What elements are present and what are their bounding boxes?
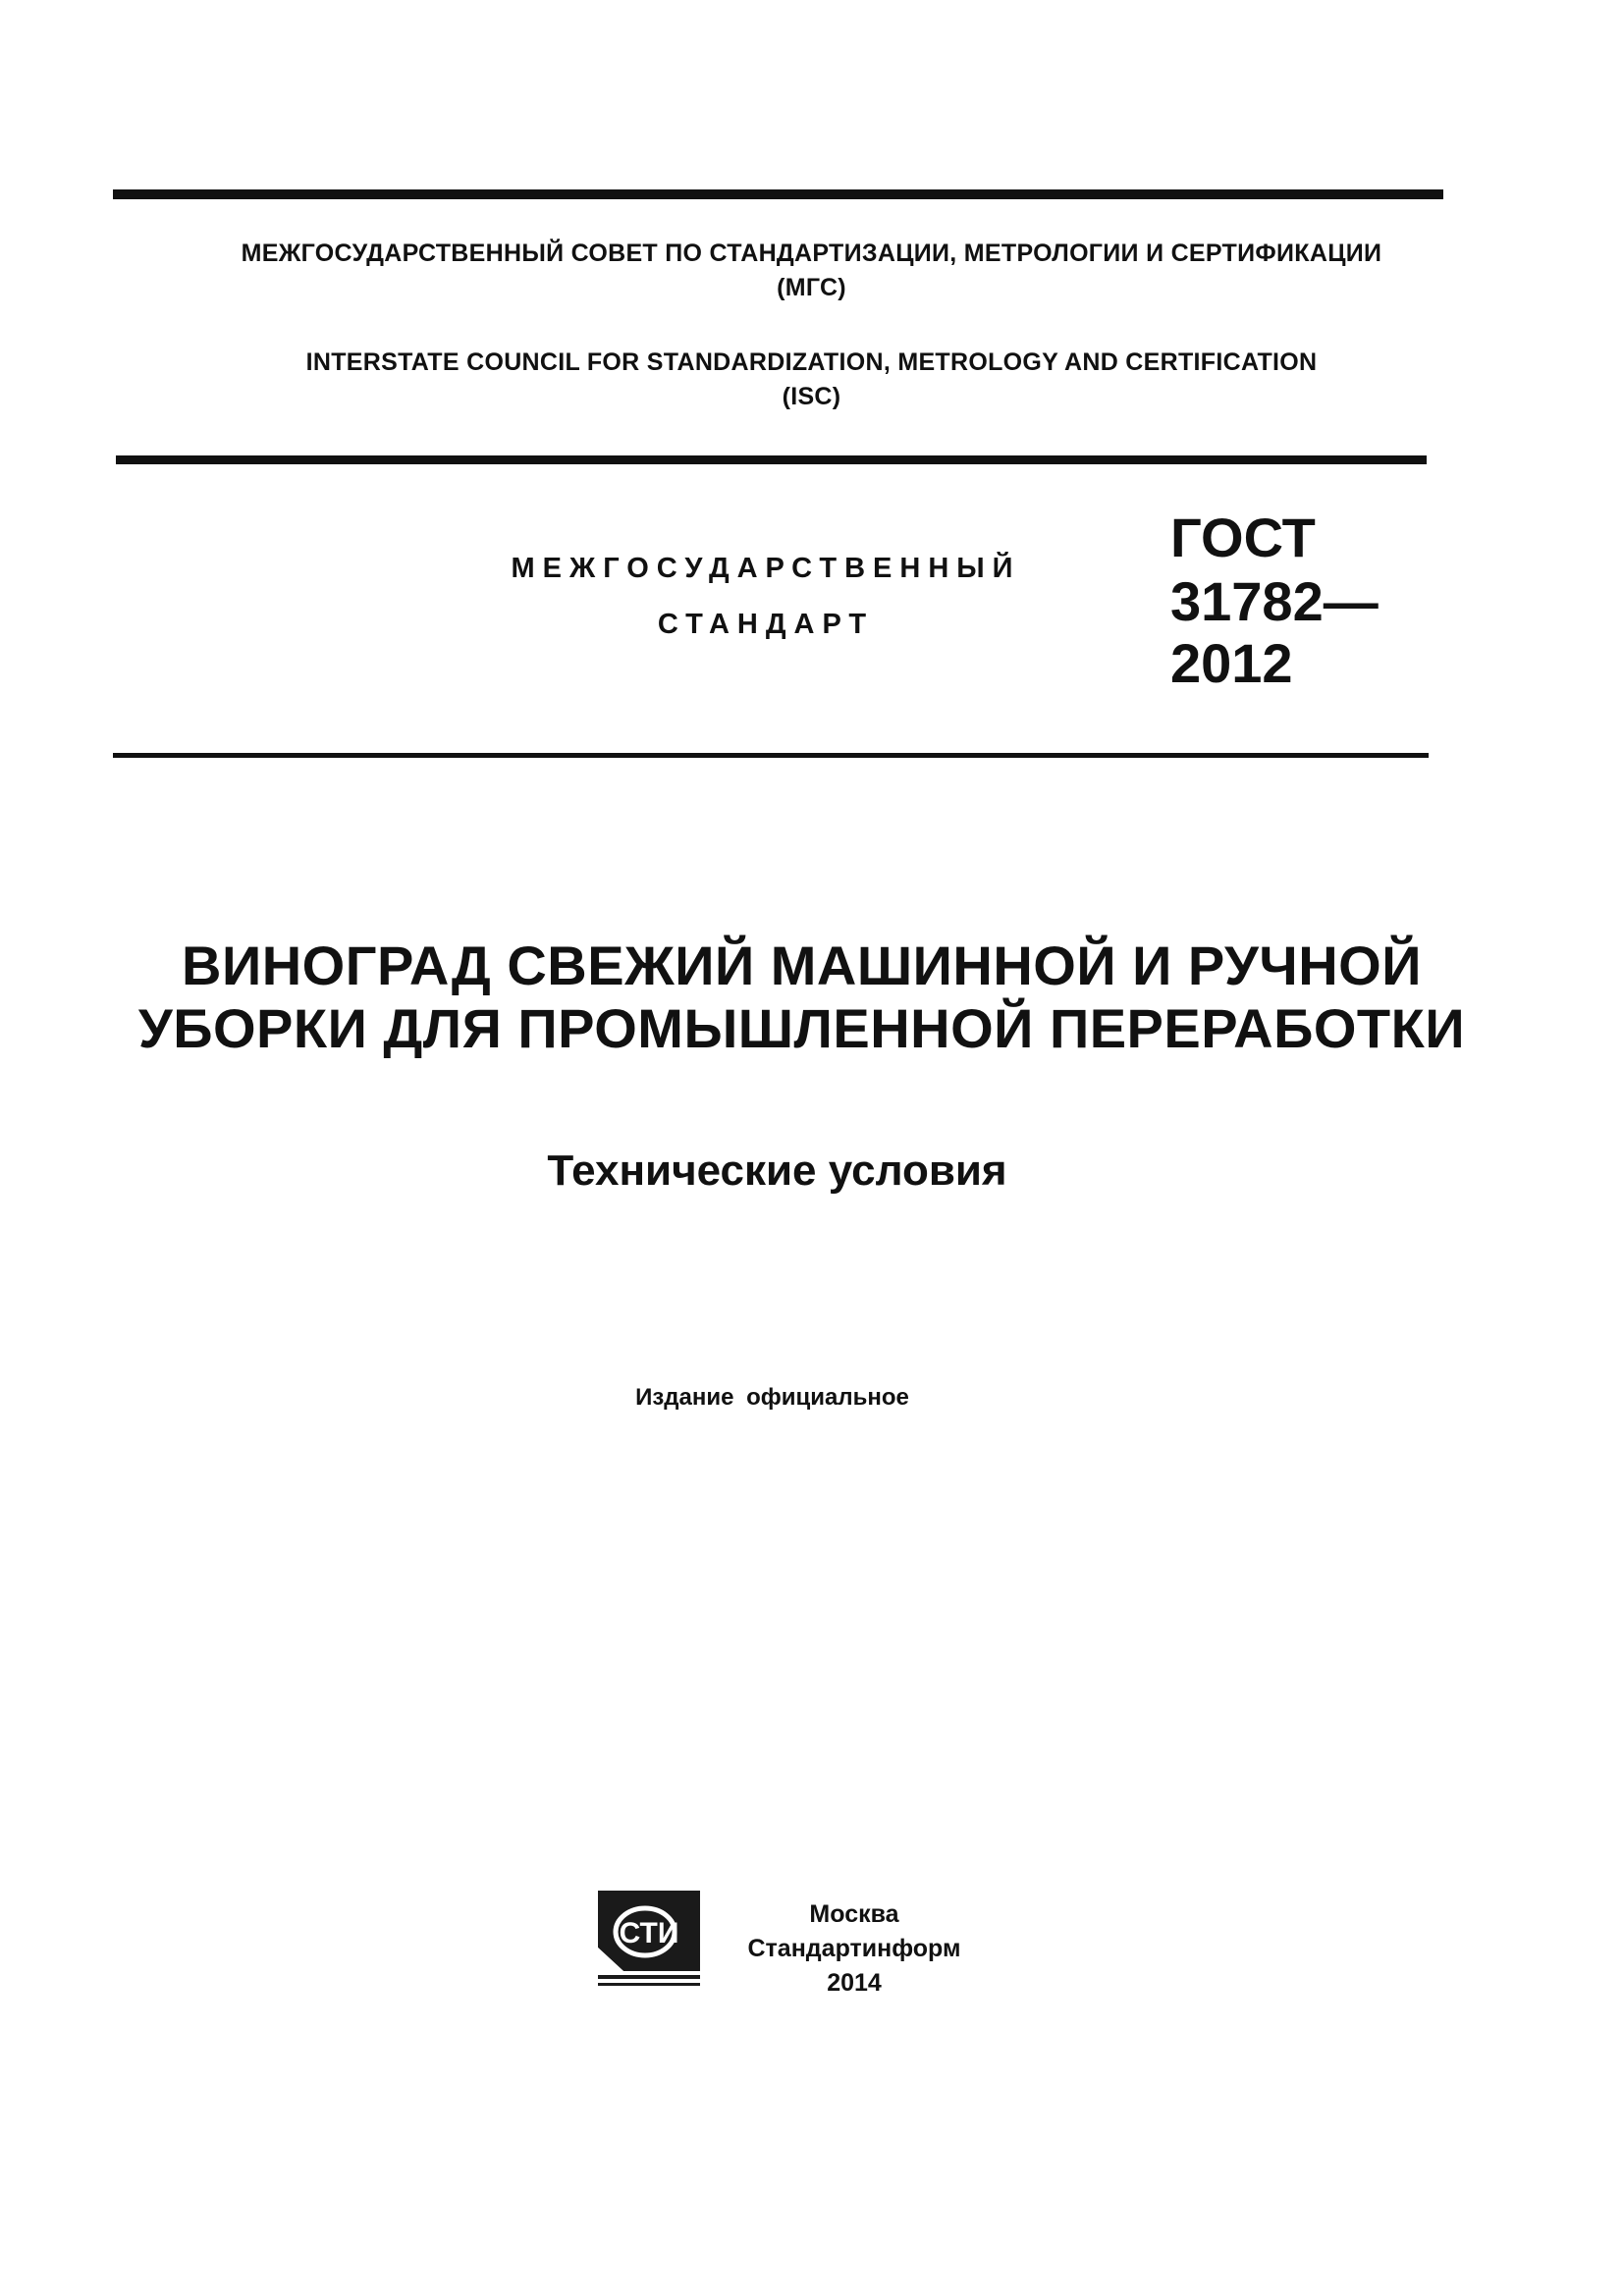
edition-note: Издание официальное <box>635 1384 909 1411</box>
council-ru-abbr: (МГС) <box>777 274 846 301</box>
standard-rule <box>113 753 1429 758</box>
gost-number: 31782— <box>1170 570 1379 632</box>
document-subtitle: Технические условия <box>547 1147 1007 1195</box>
standard-label-line2: СТАНДАРТ <box>657 609 875 640</box>
council-en-abbr: (ISC) <box>782 383 841 410</box>
document-title-line1: ВИНОГРАД СВЕЖИЙ МАШИННОЙ И РУЧНОЙ <box>182 934 1422 996</box>
publisher-name: Стандартинформ <box>747 1935 961 1962</box>
gost-prefix: ГОСТ <box>1170 507 1316 568</box>
standard-label-line1: МЕЖГОСУДАРСТВЕННЫЙ <box>511 553 1021 584</box>
top-rule <box>113 189 1443 199</box>
council-ru-name: МЕЖГОСУДАРСТВЕННЫЙ СОВЕТ ПО СТАНДАРТИЗАЦИИ, МЕТРОЛОГИИ И СЕРТИФИКАЦИИ <box>241 240 1382 267</box>
publisher-year: 2014 <box>827 1969 882 1997</box>
gost-year: 2012 <box>1170 632 1293 694</box>
svg-text:СТИ: СТИ <box>619 1917 679 1949</box>
publisher-city: Москва <box>809 1900 899 1928</box>
council-en-name: INTERSTATE COUNCIL FOR STANDARDIZATION, METROLOGY AND CERTIFICATION <box>305 348 1318 376</box>
header-rule <box>116 455 1427 464</box>
standartinform-logo-icon <box>594 1887 704 1993</box>
document-title-line2: УБОРКИ ДЛЯ ПРОМЫШЛЕННОЙ ПЕРЕРАБОТКИ <box>137 997 1466 1059</box>
